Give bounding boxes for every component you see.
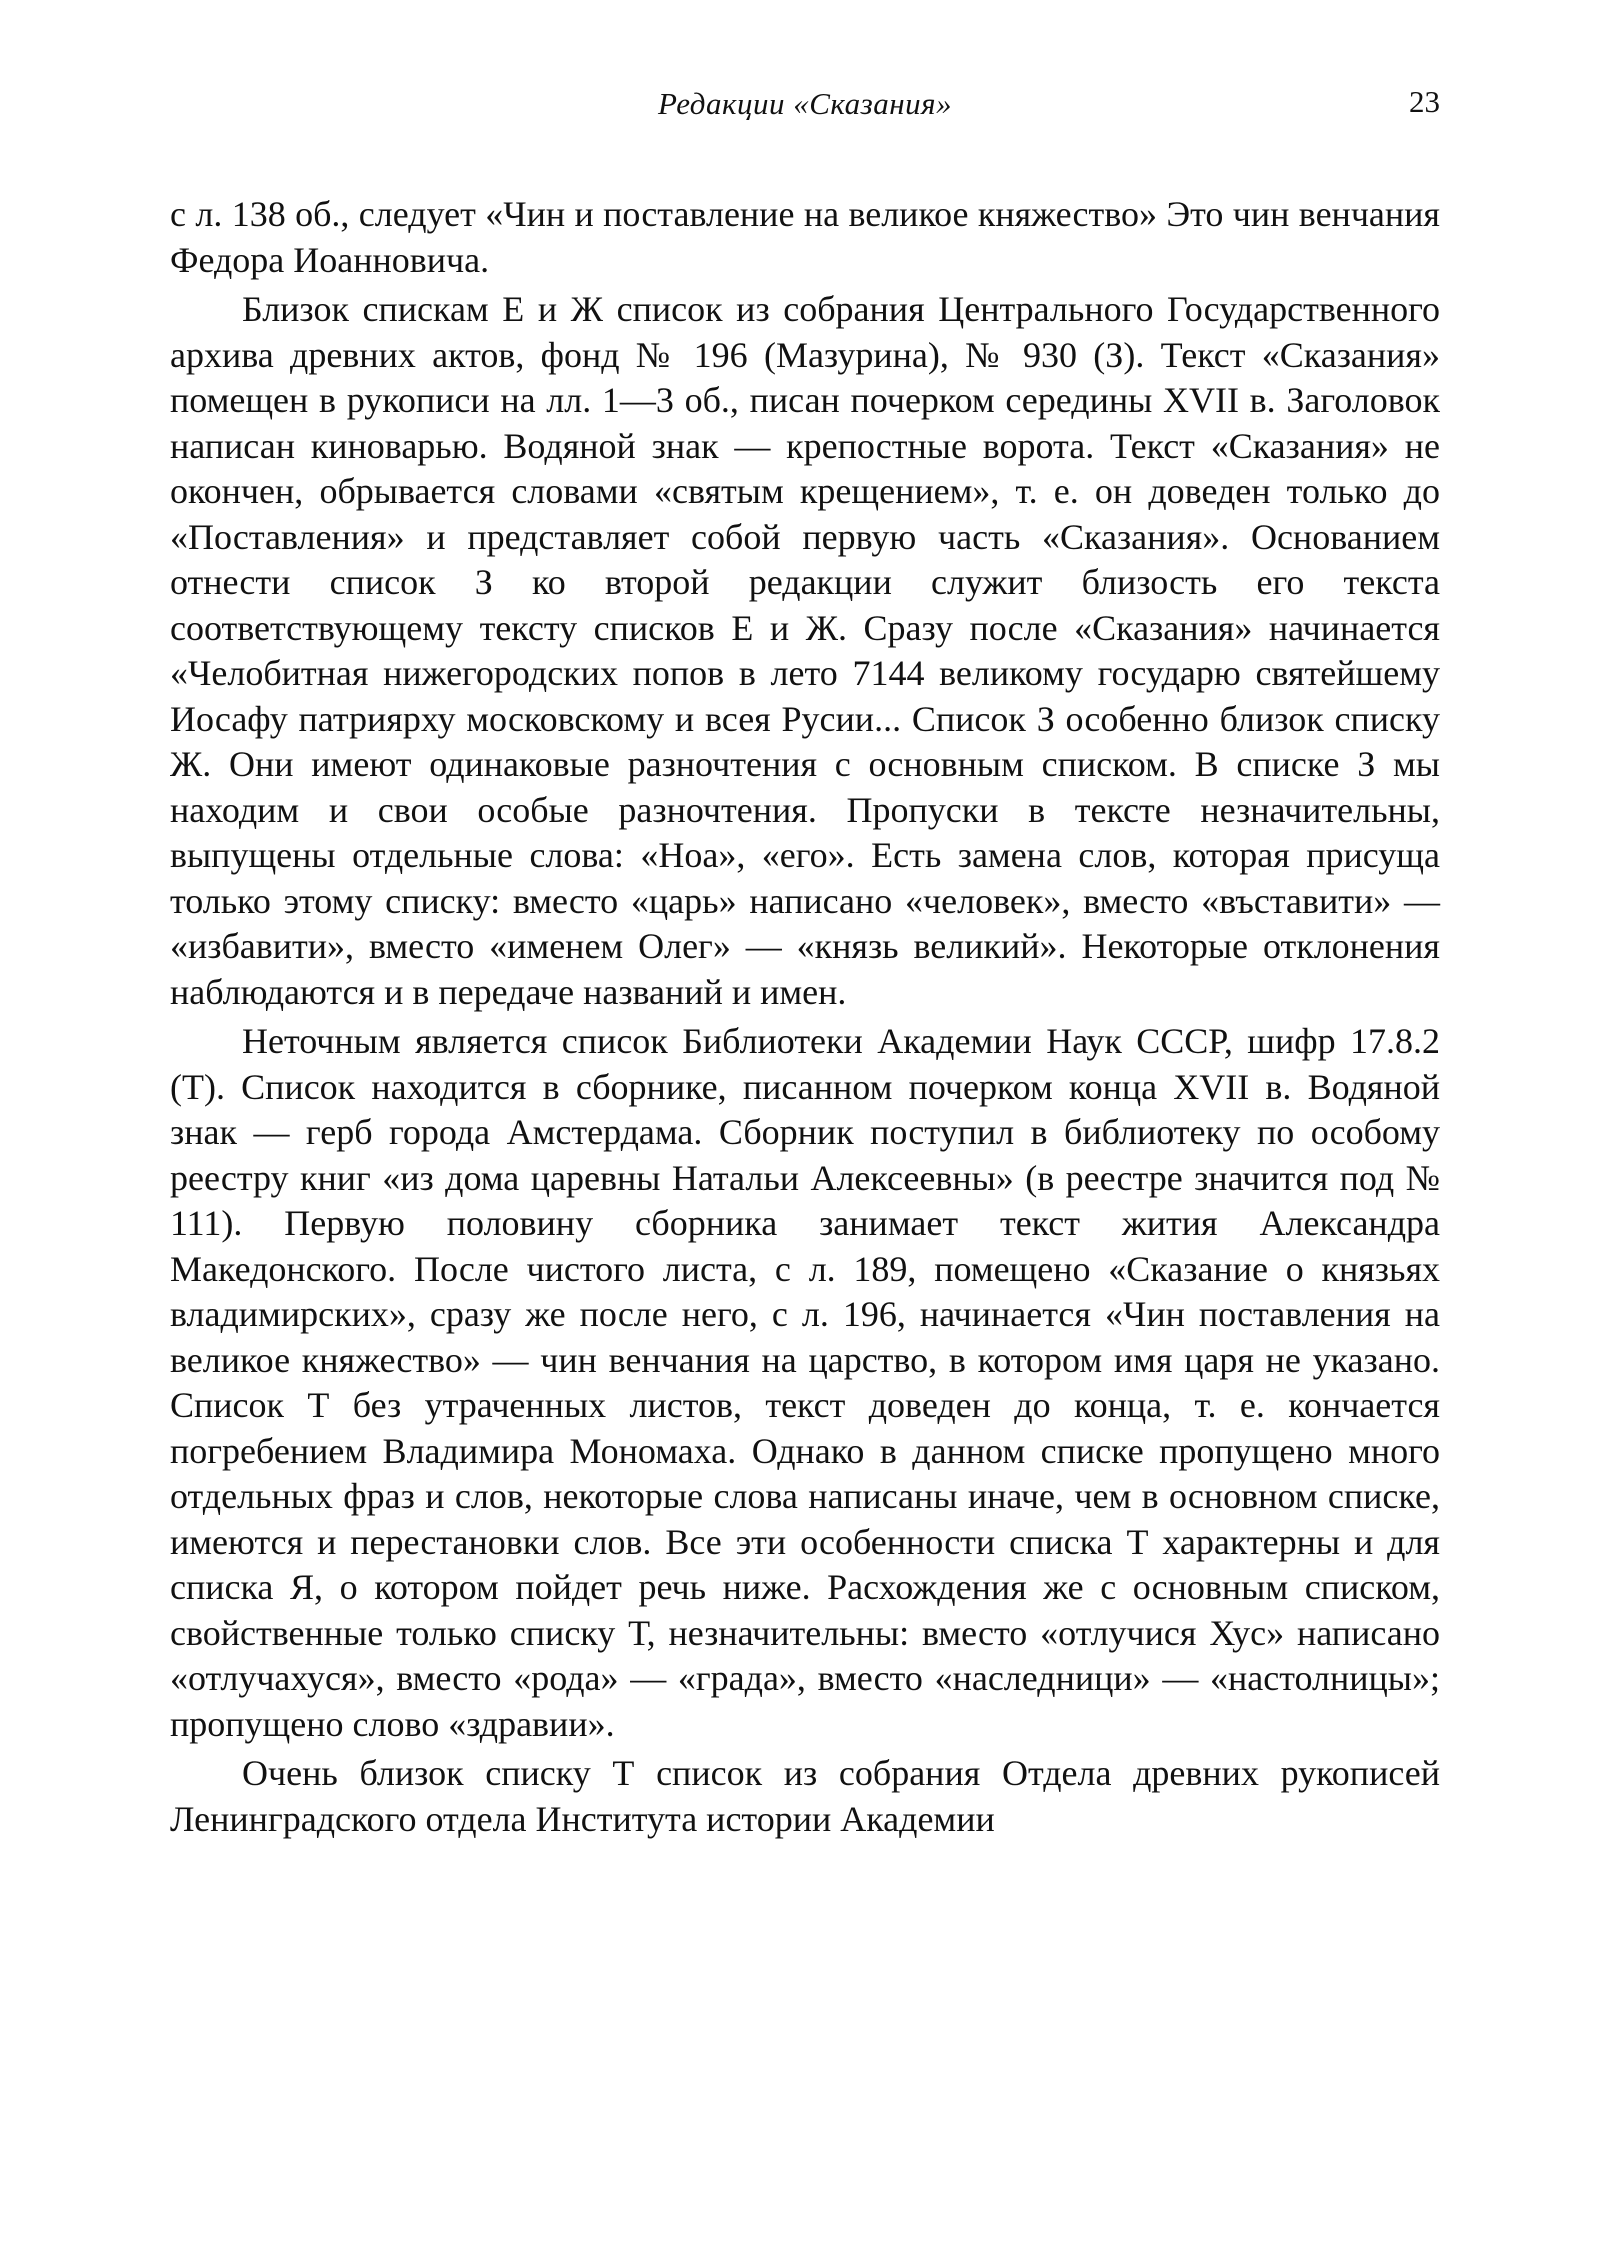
paragraph-list-t: Неточным является список Библиотеки Академии Наук СССР, шифр 17.8.2 (Т). Список находится в сборнике, писанном почерком конца XVII в. Водяной знак — герб города Амстердама. Сборник поступил в библиотеку по особому реестру книг «из дома царевны Натальи Алексеевны» (в реестре значится под № 111). Первую половину сборника занимает текст жития Александра Македонского. После чистого листа, с л. 189, помещено «Сказание о князьях владимирских», сразу же после него, с л. 196, начинается «Чин поставления на великое княжество» — чин венчания на царство, в котором имя царя не указано. Список Т без утраченных листов, текст доведен до конца, т. е. кончается погребением Владимира Мономаха. Однако в данном списке пропущено много отдельных фраз и слов, некоторые слова написаны иначе, чем в основном списке, имеются и перестановки слов. Все эти особенности списка Т характерны и для списка Я, о котором пойдет речь ниже. Расхождения же с основным списком, свойственные только списку Т, незначительны: вместо «отлучися Хус» написано «отлучахуся», вместо «рода» — «града», вместо «наследници» — «настолницы»; пропущено слово «здравии». [170,1021,1440,1744]
book-page [170,80,1440,1846]
paragraph-continued: с л. 138 об., следует «Чин и поставление на великое княжество» Это чин венчания Федора Иоанновича. [170,194,1440,280]
running-title: Редакции «Сказания» [657,86,953,121]
paragraph-list-z: Близок спискам Е и Ж список из собрания Центрального Государственного архива древних актов, фонд № 196 (Мазурина), № 930 (З). Текст «Сказания» помещен в рукописи на лл. 1—3 об., писан почерком середины XVII в. Заголовок написан киноварью. Водяной знак — крепостные ворота. Текст «Сказания» не окончен, обрывается словами «святым крещением», т. е. он доведен только до «Поставления» и представляет собой первую часть «Сказания». Основанием отнести список З ко второй редакции служит близость его текста соответствующему тексту списков Е и Ж. Сразу после «Сказания» начинается «Челобитная нижегородских попов в лето 7144 великому государю святейшему Иосафу патриярху московскому и всея Русии... Список З особенно близок списку Ж. Они имеют одинаковые разночтения с основным списком. В списке З мы находим и свои особые разночтения. Пропуски в тексте незначительны, выпущены отдельные слова: «Ноа», «его». Есть замена слов, которая присуща только этому списку: вместо «царь» написано «человек», вместо «въставити» — «избавити», вместо «именем Олег» — «князь великий». Некоторые отклонения наблюдаются и в передаче названий и имен. [170,289,1440,1012]
running-head [170,80,1440,140]
paragraph-next-list: Очень близок списку Т список из собрания Отдела древних рукописей Ленинградского отдела Института истории Академии [170,1753,1440,1839]
body-text [170,192,1440,1842]
page-number: 23 [1409,84,1440,119]
